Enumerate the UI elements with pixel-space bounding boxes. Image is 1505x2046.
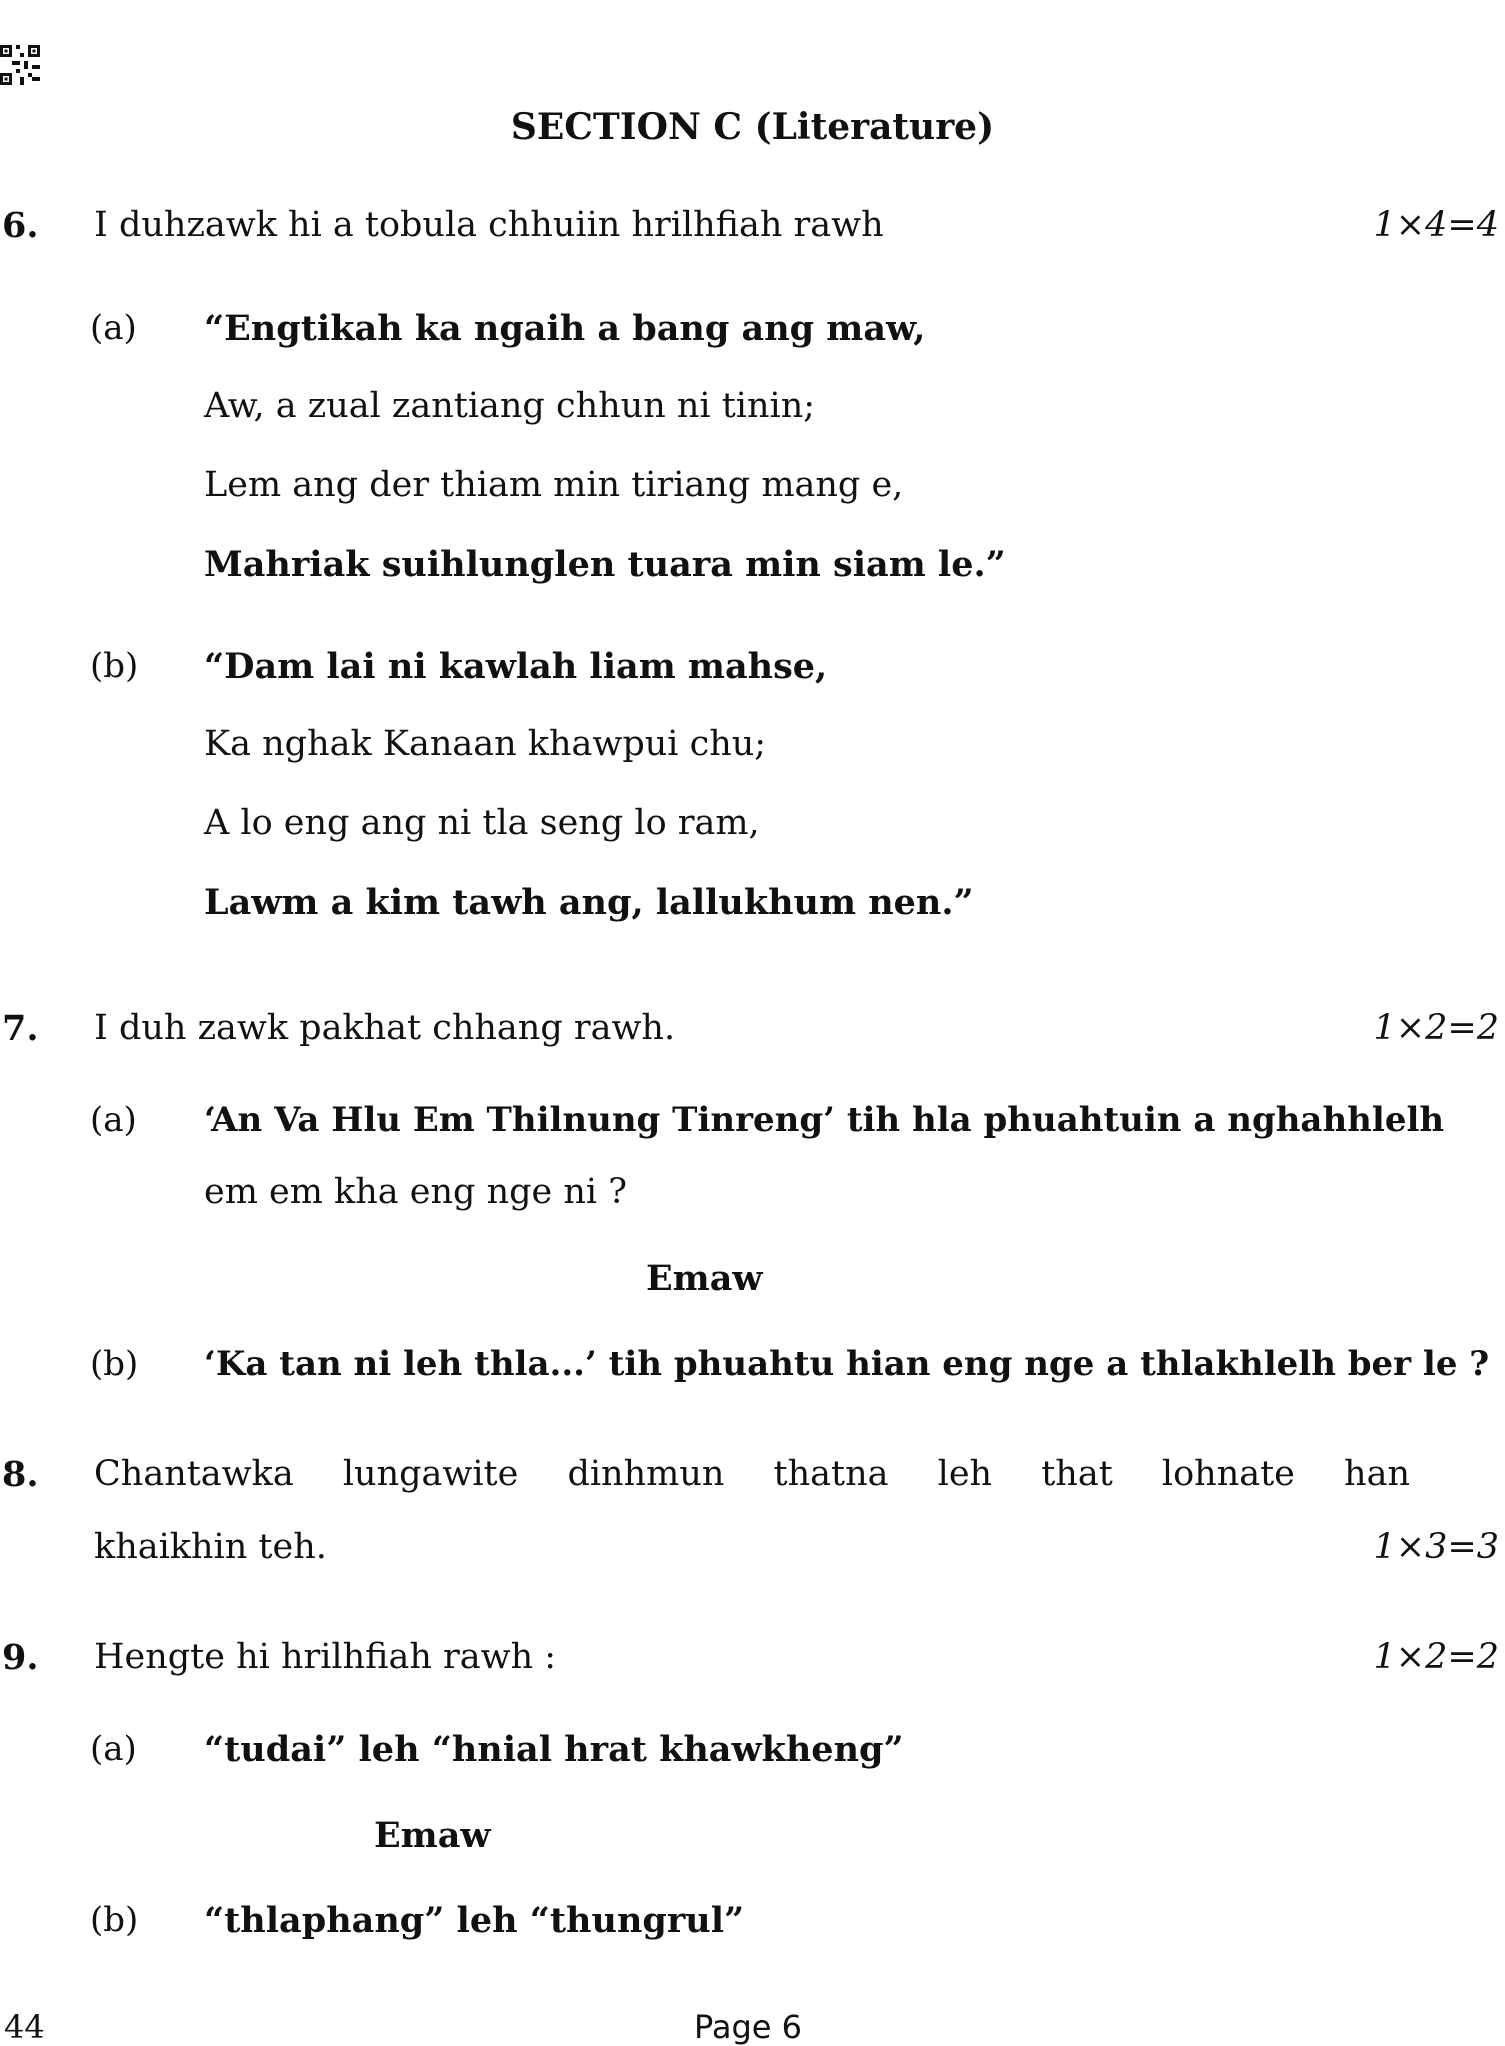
question-7-number: 7. xyxy=(2,1008,39,1049)
question-7a-line-2: em em kha eng nge ni ? xyxy=(204,1172,627,1212)
question-6a-line-2: Aw, a zual zantiang chhun ni tinin; xyxy=(204,386,816,426)
question-9-number: 9. xyxy=(2,1637,39,1678)
question-6a-label: (a) xyxy=(90,308,137,348)
question-6b-line-3: A lo eng ang ni tla seng lo ram, xyxy=(204,803,760,843)
question-6-number: 6. xyxy=(2,205,39,246)
question-6b-line-2: Ka nghak Kanaan khawpui chu; xyxy=(204,724,767,764)
question-6b-label: (b) xyxy=(90,646,139,686)
question-7-text: I duh zawk pakhat chhang rawh. xyxy=(94,1008,676,1048)
question-9-text: Hengte hi hrilhfiah rawh : xyxy=(94,1637,557,1677)
question-7a-line-1: ‘An Va Hlu Em Thilnung Tinreng’ tih hla phuahtuin a nghahhlelh xyxy=(204,1100,1445,1140)
question-6b-line-4: Lawm a kim tawh ang, lallukhum nen.” xyxy=(204,882,974,923)
footer-page-number: Page 6 xyxy=(694,2008,802,2046)
qr-code-icon xyxy=(0,44,40,86)
question-8-line-1: Chantawka lungawite dinhmun thatna leh that lohnate han xyxy=(94,1454,1410,1494)
question-9-marks: 1×2=2 xyxy=(1373,1637,1499,1677)
question-9b-text: “thlaphang” leh “thungrul” xyxy=(204,1900,745,1941)
question-8-marks: 1×3=3 xyxy=(1373,1527,1499,1567)
question-9-or: Emaw xyxy=(374,1815,491,1856)
question-6a-line-4: Mahriak suihlunglen tuara min siam le.” xyxy=(204,544,1006,585)
question-8-number: 8. xyxy=(2,1454,39,1495)
question-9a-label: (a) xyxy=(90,1729,137,1769)
question-6a-line-3: Lem ang der thiam min tiriang mang e, xyxy=(204,465,904,505)
question-6-marks: 1×4=4 xyxy=(1373,205,1499,245)
question-7-marks: 1×2=2 xyxy=(1373,1008,1499,1048)
question-9b-label: (b) xyxy=(90,1900,139,1940)
question-6-text: I duhzawk hi a tobula chhuiin hrilhfiah rawh xyxy=(94,205,884,245)
question-8-line-2: khaikhin teh. xyxy=(94,1527,327,1567)
footer-code: 44 xyxy=(4,2008,45,2046)
question-7-or: Emaw xyxy=(646,1258,763,1299)
question-7a-label: (a) xyxy=(90,1100,137,1140)
question-7b-text: ‘Ka tan ni leh thla...’ tih phuahtu hian eng nge a thlakhlelh ber le ? xyxy=(204,1344,1490,1384)
question-6b-line-1: “Dam lai ni kawlah liam mahse, xyxy=(204,646,828,687)
question-7b-label: (b) xyxy=(90,1344,139,1384)
question-9a-text: “tudai” leh “hnial hrat khawkheng” xyxy=(204,1729,904,1770)
question-6a-line-1: “Engtikah ka ngaih a bang ang maw, xyxy=(204,308,926,349)
section-title: SECTION C (Literature) xyxy=(510,106,995,148)
